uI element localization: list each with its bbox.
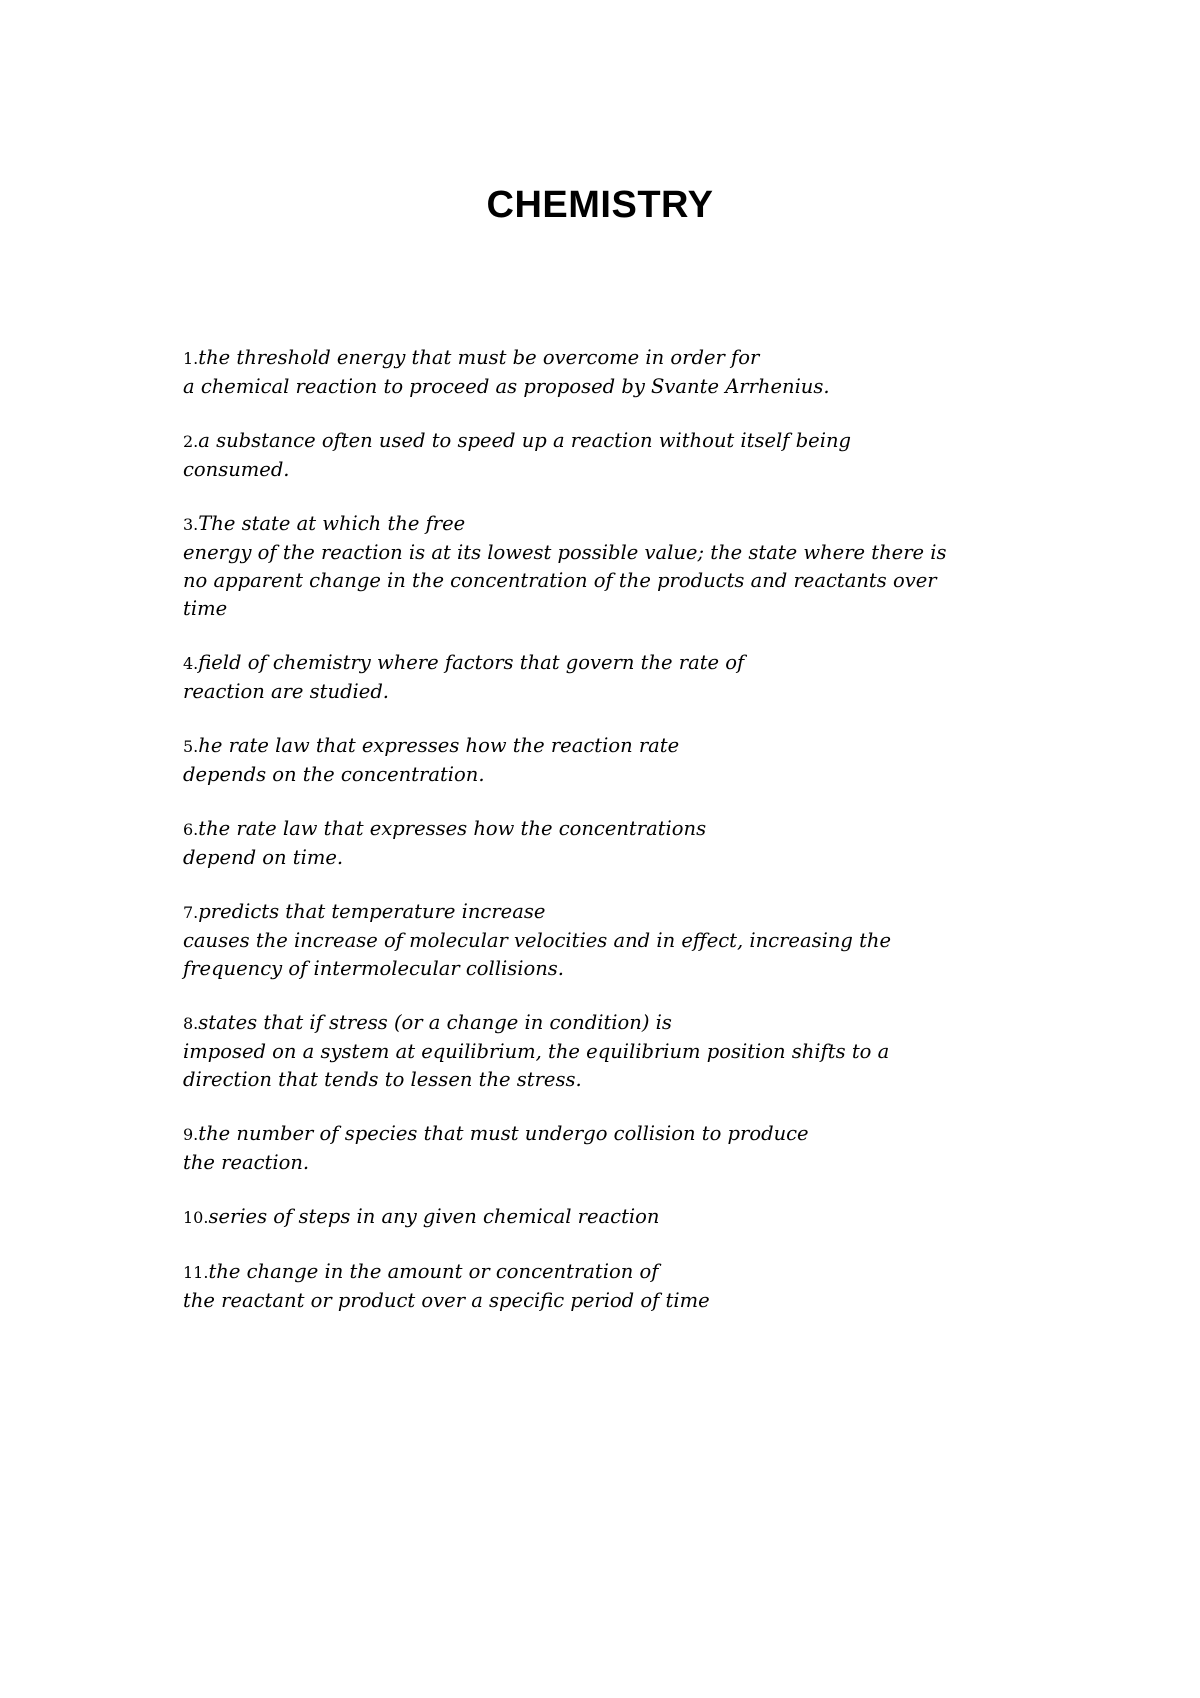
question-line: [183, 1120, 983, 1149]
question-text: direction that tends to lessen the stress.: [183, 1068, 582, 1091]
question-line: [183, 1009, 983, 1038]
question-number: 5.: [183, 737, 199, 756]
question-number: 2.: [183, 432, 199, 451]
question-line: [183, 955, 983, 983]
question-item: [183, 1258, 983, 1315]
question-line: [183, 678, 983, 706]
question-number: 8.: [183, 1014, 199, 1033]
question-line: [183, 815, 983, 844]
question-text: consumed.: [183, 458, 290, 481]
question-text: frequency of intermolecular collisions.: [183, 957, 564, 980]
question-item: [183, 732, 983, 789]
question-text: time: [183, 597, 228, 620]
question-item: [183, 649, 983, 706]
question-text: field of chemistry where factors that govern the rate of: [198, 651, 745, 674]
question-number: 9.: [183, 1125, 199, 1144]
question-number: 3.: [183, 515, 199, 534]
question-line: [183, 927, 983, 955]
question-text: depend on time.: [183, 846, 344, 869]
question-text: a substance often used to speed up a reaction without itself being: [198, 429, 852, 452]
question-text: predicts that temperature increase: [198, 900, 546, 923]
question-text: imposed on a system at equilibrium, the equilibrium position shifts to a: [183, 1040, 890, 1063]
question-item: [183, 427, 983, 484]
question-text: reaction are studied.: [183, 680, 390, 703]
question-number: 10.: [183, 1208, 209, 1227]
question-text: no apparent change in the concentration of the products and reactants over: [183, 569, 937, 592]
question-text: the reaction.: [183, 1151, 310, 1174]
question-line: [183, 1038, 983, 1066]
question-text: the threshold energy that must be overcome in order for: [198, 346, 760, 369]
question-item: [183, 1120, 983, 1177]
question-item: [183, 344, 983, 401]
question-line: [183, 567, 983, 595]
question-line: [183, 1287, 983, 1315]
question-item: [183, 815, 983, 872]
question-line: [183, 427, 983, 456]
question-number: 7.: [183, 903, 199, 922]
question-item: [183, 510, 983, 623]
question-line: [183, 510, 983, 539]
question-text: The state at which the free: [198, 512, 466, 535]
question-line: [183, 373, 983, 401]
question-line: [183, 595, 983, 623]
question-item: [183, 1009, 983, 1094]
question-item: [183, 898, 983, 983]
question-text: the reactant or product over a specific period of time: [183, 1289, 710, 1312]
question-line: [183, 456, 983, 484]
question-line: [183, 344, 983, 373]
question-text: causes the increase of molecular velocities and in effect, increasing the: [183, 929, 892, 952]
question-line: [183, 1258, 983, 1287]
question-line: [183, 761, 983, 789]
question-text: energy of the reaction is at its lowest possible value; the state where there is: [183, 541, 947, 564]
question-line: [183, 1149, 983, 1177]
question-line: [183, 898, 983, 927]
question-line: [183, 844, 983, 872]
question-text: the rate law that expresses how the concentrations: [198, 817, 707, 840]
question-line: [183, 1066, 983, 1094]
question-number: 6.: [183, 820, 199, 839]
question-number: 1.: [183, 349, 199, 368]
question-text: he rate law that expresses how the reaction rate: [198, 734, 680, 757]
question-line: [183, 1203, 983, 1232]
question-line: [183, 649, 983, 678]
question-text: a chemical reaction to proceed as proposed by Svante Arrhenius.: [183, 375, 830, 398]
question-text: series of steps in any given chemical reaction: [208, 1205, 660, 1228]
page-title: CHEMISTRY: [486, 184, 714, 226]
question-list: [183, 344, 983, 1341]
question-number: 4.: [183, 654, 199, 673]
question-text: the change in the amount or concentration of: [208, 1260, 659, 1283]
question-text: states that if stress (or a change in condition) is: [198, 1011, 672, 1034]
question-line: [183, 539, 983, 567]
question-number: 11.: [183, 1263, 209, 1282]
question-text: the number of species that must undergo collision to produce: [198, 1122, 809, 1145]
question-item: [183, 1203, 983, 1232]
question-text: depends on the concentration.: [183, 763, 485, 786]
question-line: [183, 732, 983, 761]
